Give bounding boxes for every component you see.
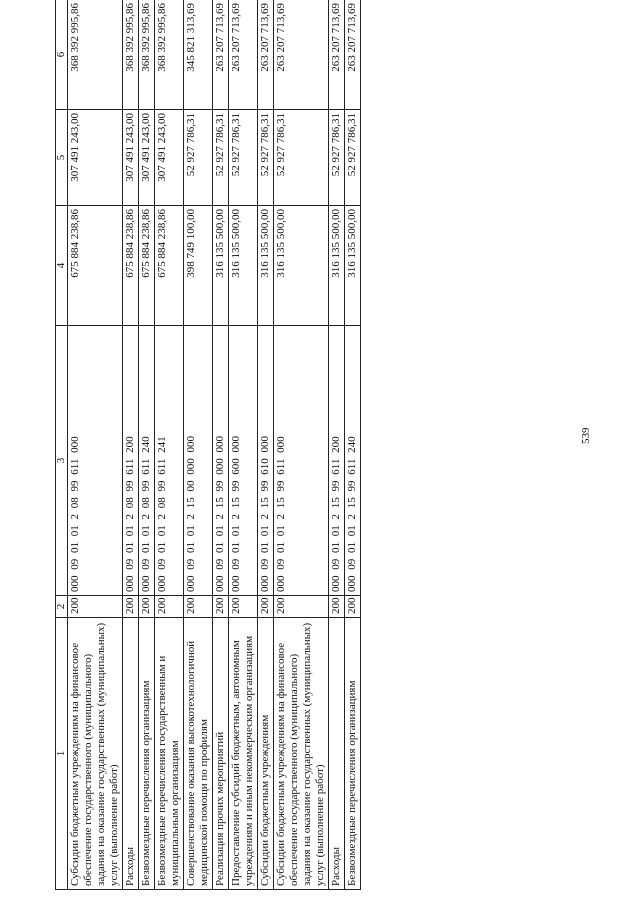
row-name-cell: Безвозмездные перечисления государственным и муниципальным организациям <box>155 618 184 890</box>
row-col4-amount: 316 135 500,00 <box>274 206 329 326</box>
budget-table <box>55 0 361 890</box>
row-name-cell: Субсидии бюджетным учреждениям на финансовое обеспечение государственного (муниципального) задания на оказание государственных (муниципальных) услуг (выполнение работ) <box>68 618 123 890</box>
row-col5-amount: 52 927 786,31 <box>258 110 274 206</box>
row-classification-cell: 000 09 01 01 2 15 99 000 000 <box>213 326 229 596</box>
row-classification-cell: 000 09 01 01 2 15 00 000 000 <box>184 326 213 596</box>
row-name-cell: Расходы <box>123 618 139 890</box>
row-col5-amount: 52 927 786,31 <box>213 110 229 206</box>
row-col4-amount: 316 135 500,00 <box>229 206 258 326</box>
row-col4-amount: 675 884 238,86 <box>155 206 184 326</box>
table-row <box>229 0 258 890</box>
row-col6-amount: 263 207 713,69 <box>329 0 345 110</box>
row-col6-amount: 263 207 713,69 <box>229 0 258 110</box>
column-header: 4 <box>56 206 68 326</box>
row-code-cell: 200 <box>68 596 123 618</box>
row-code-cell: 200 <box>155 596 184 618</box>
row-col5-amount: 52 927 786,31 <box>184 110 213 206</box>
row-col5-amount: 52 927 786,31 <box>274 110 329 206</box>
row-name-cell: Совершенствование оказания высокотехнологичной медицинской помощи по профилям <box>184 618 213 890</box>
row-col4-amount: 675 884 238,86 <box>68 206 123 326</box>
table-row <box>155 0 184 890</box>
column-header: 6 <box>56 0 68 110</box>
row-col4-amount: 316 135 500,00 <box>345 206 361 326</box>
table-row <box>345 0 361 890</box>
row-col6-amount: 368 392 995,86 <box>155 0 184 110</box>
row-classification-cell: 000 09 01 01 2 08 99 611 200 <box>123 326 139 596</box>
row-code-cell: 200 <box>123 596 139 618</box>
row-name-cell: Реализация прочих мероприятий <box>213 618 229 890</box>
row-classification-cell: 000 09 01 01 2 15 99 611 200 <box>329 326 345 596</box>
column-number-row <box>56 0 68 890</box>
row-code-cell: 200 <box>139 596 155 618</box>
row-col4-amount: 675 884 238,86 <box>139 206 155 326</box>
table-row <box>329 0 345 890</box>
row-classification-cell: 000 09 01 01 2 15 99 610 000 <box>258 326 274 596</box>
column-header: 3 <box>56 326 68 596</box>
row-code-cell: 200 <box>274 596 329 618</box>
column-header: 2 <box>56 596 68 618</box>
row-col6-amount: 368 392 995,86 <box>139 0 155 110</box>
row-classification-cell: 000 09 01 01 2 08 99 611 241 <box>155 326 184 596</box>
row-col5-amount: 307 491 243,00 <box>139 110 155 206</box>
row-col6-amount: 263 207 713,69 <box>345 0 361 110</box>
row-classification-cell: 000 09 01 01 2 08 99 611 000 <box>68 326 123 596</box>
table-row <box>123 0 139 890</box>
row-code-cell: 200 <box>184 596 213 618</box>
row-code-cell: 200 <box>229 596 258 618</box>
table-row <box>213 0 229 890</box>
row-col5-amount: 52 927 786,31 <box>345 110 361 206</box>
row-col6-amount: 263 207 713,69 <box>213 0 229 110</box>
table-body <box>68 0 361 890</box>
row-col5-amount: 307 491 243,00 <box>123 110 139 206</box>
table-row <box>184 0 213 890</box>
row-col5-amount: 307 491 243,00 <box>155 110 184 206</box>
rotated-page-content <box>55 0 585 890</box>
row-name-cell: Субсидии бюджетным учреждениям на финансовое обеспечение государственного (муниципального) задания на оказание государственных (муниципальных) услуг (выполнение работ) <box>274 618 329 890</box>
row-col4-amount: 398 749 100,00 <box>184 206 213 326</box>
row-name-cell: Субсидии бюджетным учреждениям <box>258 618 274 890</box>
row-col6-amount: 345 821 313,69 <box>184 0 213 110</box>
row-classification-cell: 000 09 01 01 2 08 99 611 240 <box>139 326 155 596</box>
table-row <box>258 0 274 890</box>
row-name-cell: Расходы <box>329 618 345 890</box>
row-name-cell: Предоставление субсидий бюджетным, автономным учреждениям и иным некоммерческим организациям <box>229 618 258 890</box>
row-name-cell: Безвозмездные перечисления организациям <box>345 618 361 890</box>
row-name-cell: Безвозмездные перечисления организациям <box>139 618 155 890</box>
row-col6-amount: 263 207 713,69 <box>258 0 274 110</box>
row-col6-amount: 368 392 995,86 <box>123 0 139 110</box>
table-row <box>274 0 329 890</box>
row-classification-cell: 000 09 01 01 2 15 99 600 000 <box>229 326 258 596</box>
row-col4-amount: 316 135 500,00 <box>329 206 345 326</box>
row-code-cell: 200 <box>258 596 274 618</box>
column-header: 1 <box>56 618 68 890</box>
row-col6-amount: 263 207 713,69 <box>274 0 329 110</box>
row-col5-amount: 52 927 786,31 <box>229 110 258 206</box>
table-row <box>139 0 155 890</box>
table-row <box>68 0 123 890</box>
row-col6-amount: 368 392 995,86 <box>68 0 123 110</box>
row-col4-amount: 675 884 238,86 <box>123 206 139 326</box>
row-code-cell: 200 <box>329 596 345 618</box>
row-code-cell: 200 <box>345 596 361 618</box>
row-col4-amount: 316 135 500,00 <box>258 206 274 326</box>
row-code-cell: 200 <box>213 596 229 618</box>
page-number: 539 <box>580 427 592 444</box>
row-classification-cell: 000 09 01 01 2 15 99 611 000 <box>274 326 329 596</box>
row-classification-cell: 000 09 01 01 2 15 99 611 240 <box>345 326 361 596</box>
row-col5-amount: 307 491 243,00 <box>68 110 123 206</box>
row-col5-amount: 52 927 786,31 <box>329 110 345 206</box>
column-header: 5 <box>56 110 68 206</box>
row-col4-amount: 316 135 500,00 <box>213 206 229 326</box>
